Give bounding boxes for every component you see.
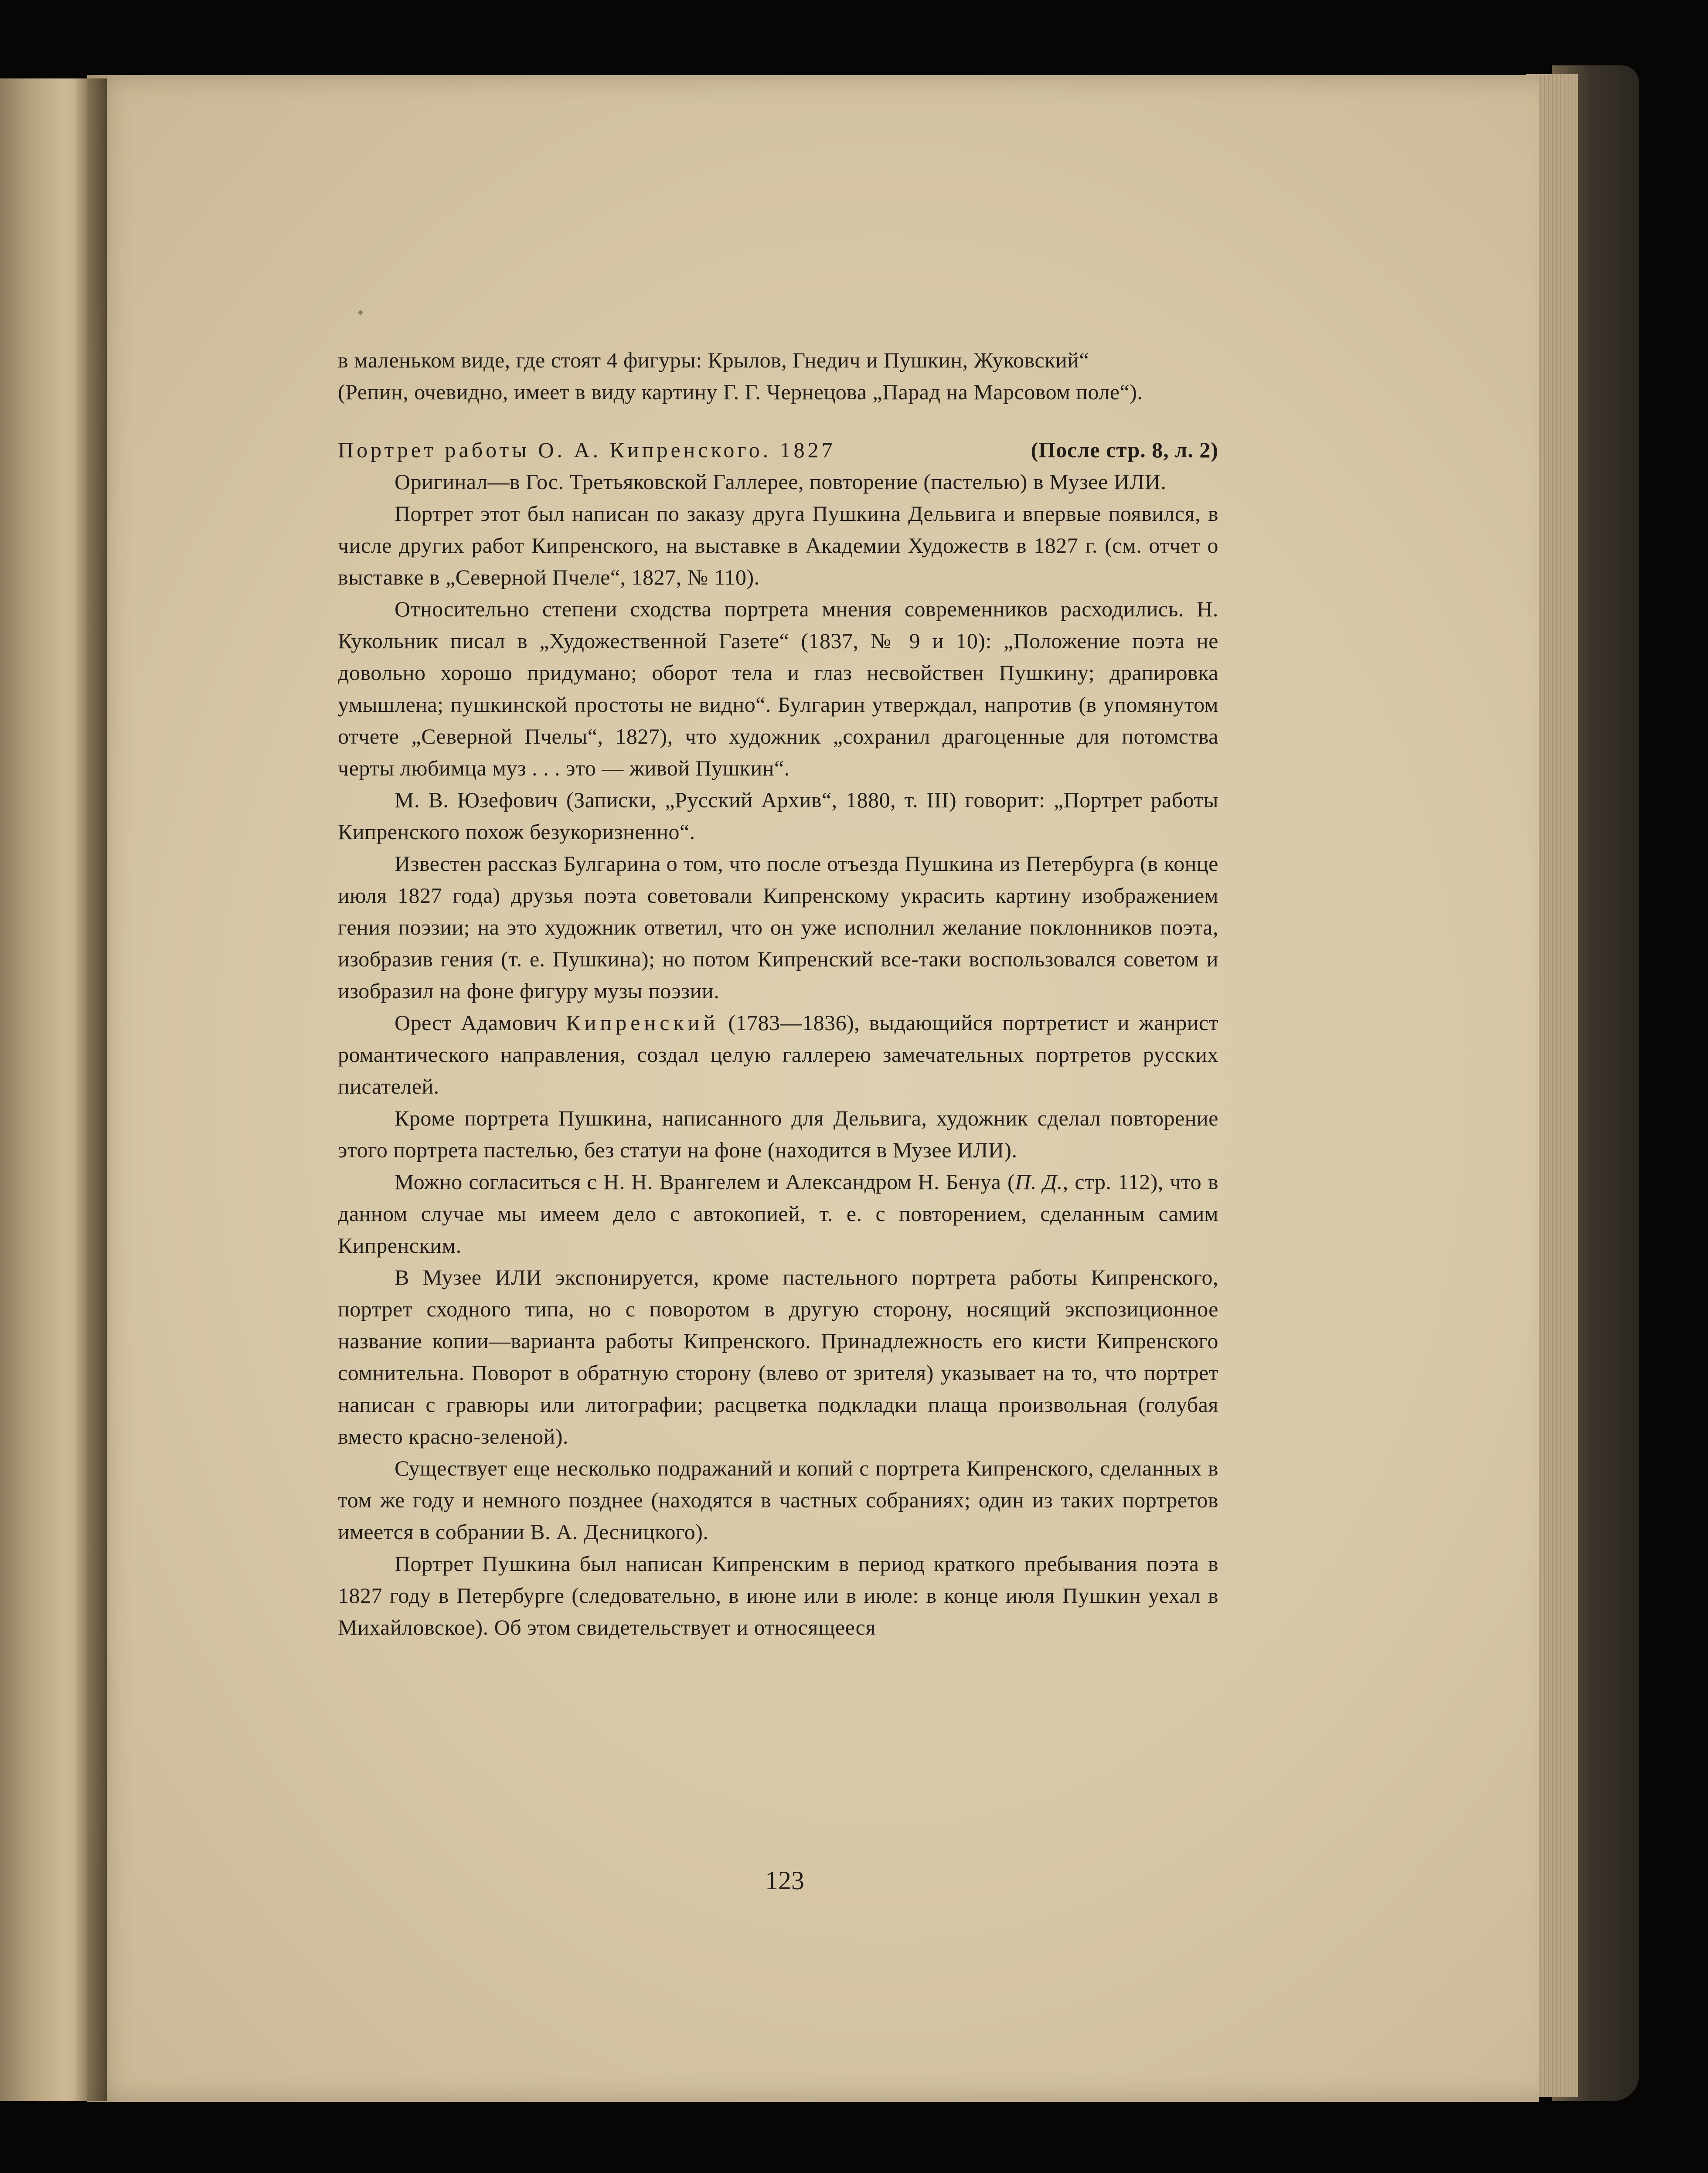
intro-paragraph xyxy=(338,344,1218,408)
paragraph-commission: Портрет этот был написан по заказу друга Пушкина Дельвига и впервые появился, в числе других работ Кипренского, на выставке в Академии Художеств в 1827 г. (см. отчет о выставке в „Северной Пчеле“, 1827, № 110). xyxy=(338,501,1218,589)
paragraph-autocopy xyxy=(338,1166,1218,1262)
paragraph-copies: Существует еще несколько подражаний и копий с портрета Кипренского, сделанных в том же году и немного позднее (находятся в частных собраниях; один из таких портретов имеется в собрании В. А. Десницкого). xyxy=(338,1456,1218,1544)
bio-rest: (1783—1836), выдающийся портретист и жанрист романтического направления, создал целую галлерею замечательных портретов русских писателей. xyxy=(338,1010,1218,1098)
paragraph-museum-variant: В Музее ИЛИ экспонируется, кроме пастельного портрета работы Кипренского, портрет сходного типа, но с поворотом в другую сторону, носящий экспозиционное название копии—варианта работы Кипренского. Принадлежность его кисти Кипренского сомнительна. Поворот в обратную сторону (влево от зрителя) указывает на то, что портрет написан с гравюры или литографии; расцветка подкладки плаща произвольная (голубая вместо красно-зеленой). xyxy=(338,1265,1218,1449)
page-text xyxy=(338,344,1218,1643)
section-title: Портрет работы О. А. Кипренского. 1827 xyxy=(338,438,836,462)
spine-shadow xyxy=(74,78,107,2101)
artist-name: Кипренский xyxy=(566,1010,719,1035)
intro-line-2: (Репин, очевидно, имеет в виду картину Г. Г. Чернецова „Парад на Марсовом поле“). xyxy=(338,380,1143,404)
paragraph-kiprensky-bio xyxy=(338,1007,1218,1102)
paper-speck xyxy=(358,310,363,315)
intro-line-1: в маленьком виде, где стоят 4 фигуры: Крылов, Гнедич и Пушкин, Жуковский“ xyxy=(338,348,1089,372)
paragraph-original: Оригинал—в Гос. Третьяковской Галлерее, повторение (пастелью) в Музее ИЛИ. xyxy=(395,469,1167,494)
paragraph-yuzefovich: М. В. Юзефович (Записки, „Русский Архив“, 1880, т. III) говорит: „Портрет работы Кипренского похож безукоризненно“. xyxy=(338,788,1218,844)
autocopy-source: П. Д. xyxy=(1015,1170,1063,1194)
page-number: 123 xyxy=(765,1866,804,1895)
autocopy-start: Можно согласиться с Н. Н. Врангелем и Александром Н. Бенуа ( xyxy=(395,1170,1015,1194)
paragraph-dating: Портрет Пушкина был написан Кипренским в период краткого пребывания поэта в 1827 году в Петербурге (следовательно, в июне или в июле: в конце июля Пушкин уехал в Михайловское). Об этом свидетельствует и относящееся xyxy=(338,1551,1218,1639)
plate-reference: (После стр. 8, л. 2) xyxy=(1031,438,1218,462)
autocopy-rest: , стр. 112), что в данном случае мы имеем дело с автокопией, т. е. с повторением, сделанным самим Кипренским. xyxy=(338,1170,1218,1258)
paragraph-likeness: Относительно степени сходства портрета мнения современников расходились. Н. Кукольник писал в „Художественной Газете“ (1837, № 9 и 10): „Положение поэта не довольно хорошо придумано; оборот тела и глаз несвойствен Пушкину; драпировка умышлена; пушкинской простоты не видно“. Булгарин утверждал, напротив (в упомянутом отчете „Северной Пчелы“, 1827), что художник „сохранил драгоценные для потомства черты любимца муз . . . это — живой Пушкин“. xyxy=(338,597,1218,780)
paragraph-bulgarin-story: Известен рассказ Булгарина о том, что после отъезда Пушкина из Петербурга (в конце июля 1827 года) друзья поэта советовали Кипренскому украсить картину изображением гения поэзии; на это художник ответил, что он уже исполнил желание поклонников поэта, изобразив гения (т. е. Пушкина); но потом Кипренский все-таки воспользовался советом и изобразил на фоне фигуру музы поэзии. xyxy=(338,851,1218,1003)
bio-start: Орест Адамович xyxy=(395,1010,557,1035)
section-heading xyxy=(338,434,1218,466)
paragraph-pastel-repeat: Кроме портрета Пушкина, написанного для Дельвига, художник сделал повторение этого портрета пастелью, без статуи на фоне (находится в Музее ИЛИ). xyxy=(338,1106,1218,1162)
